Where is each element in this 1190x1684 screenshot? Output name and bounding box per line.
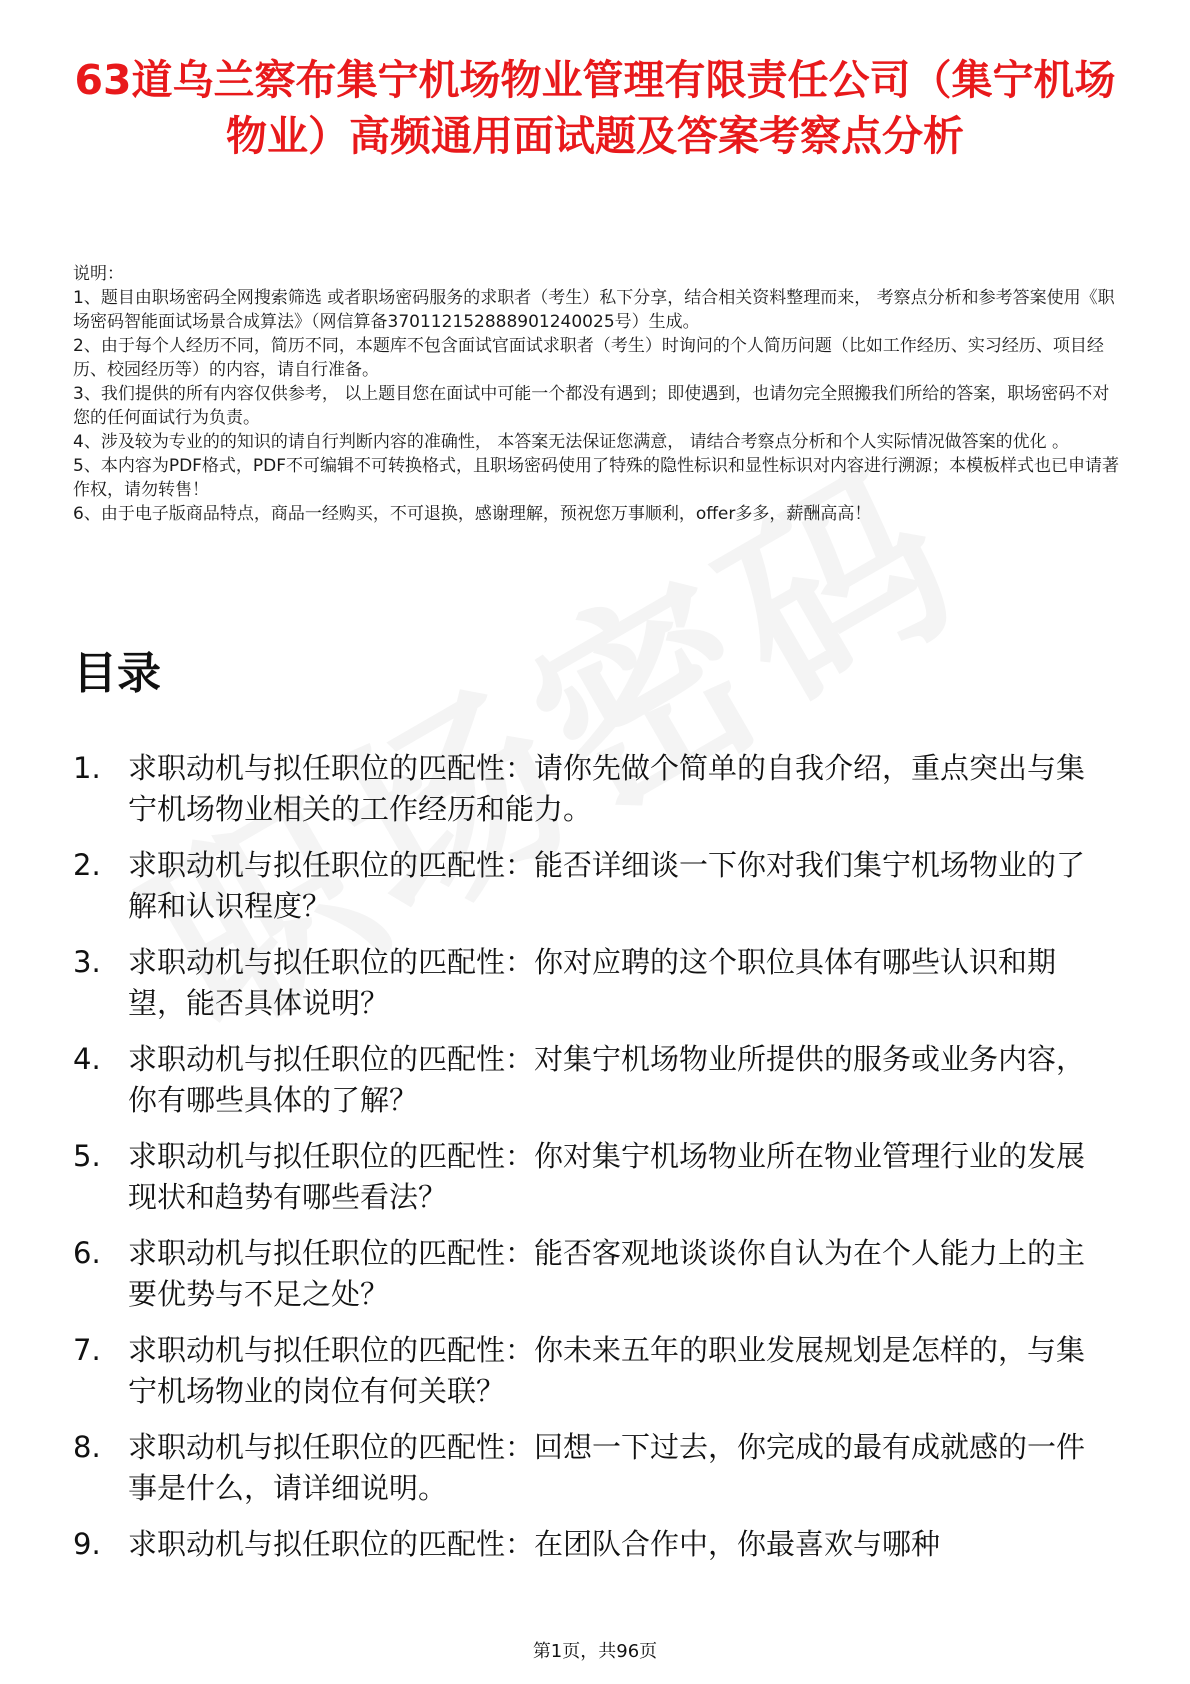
toc-item-number: 1. [73, 751, 101, 785]
table-of-contents [73, 748, 1113, 1580]
page-footer: 第1页，共96页 [532, 1641, 658, 1662]
toc-heading: 目录 [73, 648, 161, 699]
note-heading: 说明： [73, 264, 124, 284]
note-item: 5、本内容为PDF格式，PDF不可编辑不可转换格式，且职场密码使用了特殊的隐性标识和显性标识对内容进行溯源；本模板样式也已申请著作权，请勿转售！ [73, 456, 1120, 500]
toc-item-text: 求职动机与拟任职位的匹配性：你未来五年的职业发展规划是怎样的，与集宁机场物业的岗位有何关联？ [128, 1333, 1086, 1408]
toc-item[interactable] [73, 748, 1113, 830]
toc-item[interactable] [73, 1524, 1113, 1565]
toc-item[interactable] [73, 1039, 1113, 1121]
document-title: 63道乌兰察布集宁机场物业管理有限责任公司（集宁机场物业）高频通用面试题及答案考察点分析 [74, 56, 1116, 160]
toc-item[interactable] [73, 1136, 1113, 1218]
toc-item-number: 9. [73, 1527, 101, 1561]
note-item: 2、由于每个人经历不同，简历不同，本题库不包含面试官面试求职者（考生）时询问的个人简历问题（比如工作经历、实习经历、项目经历、校园经历等）的内容，请自行准备。 [73, 336, 1104, 380]
toc-item[interactable] [73, 845, 1113, 927]
toc-item-text: 求职动机与拟任职位的匹配性：在团队合作中，你最喜欢与哪种 [128, 1527, 941, 1561]
toc-item[interactable] [73, 1330, 1113, 1412]
toc-item-text: 求职动机与拟任职位的匹配性：对集宁机场物业所提供的服务或业务内容，你有哪些具体的了解？ [128, 1042, 1086, 1117]
toc-item-number: 5. [73, 1139, 101, 1173]
notes-section [73, 262, 1123, 526]
toc-item[interactable] [73, 1427, 1113, 1509]
toc-item-text: 求职动机与拟任职位的匹配性：你对应聘的这个职位具体有哪些认识和期望，能否具体说明？ [128, 945, 1057, 1020]
note-item: 4、涉及较为专业的的知识的请自行判断内容的准确性， 本答案无法保证您满意， 请结合考察点分析和个人实际情况做答案的优化 。 [73, 432, 1070, 452]
toc-item-number: 8. [73, 1430, 101, 1464]
note-item: 6、由于电子版商品特点，商品一经购买，不可退换，感谢理解，预祝您万事顺利，offer多多，薪酬高高！ [73, 504, 872, 524]
toc-item-text: 求职动机与拟任职位的匹配性：请你先做个简单的自我介绍，重点突出与集宁机场物业相关的工作经历和能力。 [128, 751, 1086, 826]
toc-item-text: 求职动机与拟任职位的匹配性：能否客观地谈谈你自认为在个人能力上的主要优势与不足之处？ [128, 1236, 1086, 1311]
toc-item-number: 7. [73, 1333, 101, 1367]
toc-item-number: 4. [73, 1042, 101, 1076]
note-item: 3、我们提供的所有内容仅供参考， 以上题目您在面试中可能一个都没有遇到；即使遇到，也请勿完全照搬我们所给的答案，职场密码不对您的任何面试行为负责。 [73, 384, 1110, 428]
toc-item[interactable] [73, 942, 1113, 1024]
toc-item[interactable] [73, 1233, 1113, 1315]
toc-item-text: 求职动机与拟任职位的匹配性：回想一下过去，你完成的最有成就感的一件事是什么，请详细说明。 [128, 1430, 1086, 1505]
toc-item-number: 6. [73, 1236, 101, 1270]
toc-item-text: 求职动机与拟任职位的匹配性：你对集宁机场物业所在物业管理行业的发展现状和趋势有哪些看法？ [128, 1139, 1086, 1214]
toc-item-number: 3. [73, 945, 101, 979]
toc-item-text: 求职动机与拟任职位的匹配性：能否详细谈一下你对我们集宁机场物业的了解和认识程度？ [128, 848, 1086, 923]
toc-item-number: 2. [73, 848, 101, 882]
note-item: 1、题目由职场密码全网搜索筛选 或者职场密码服务的求职者（考生）私下分享，结合相关资料整理而来， 考察点分析和参考答案使用《职场密码智能面试场景合成算法》（网信算备370112152888901240025号）生成。 [73, 288, 1115, 332]
